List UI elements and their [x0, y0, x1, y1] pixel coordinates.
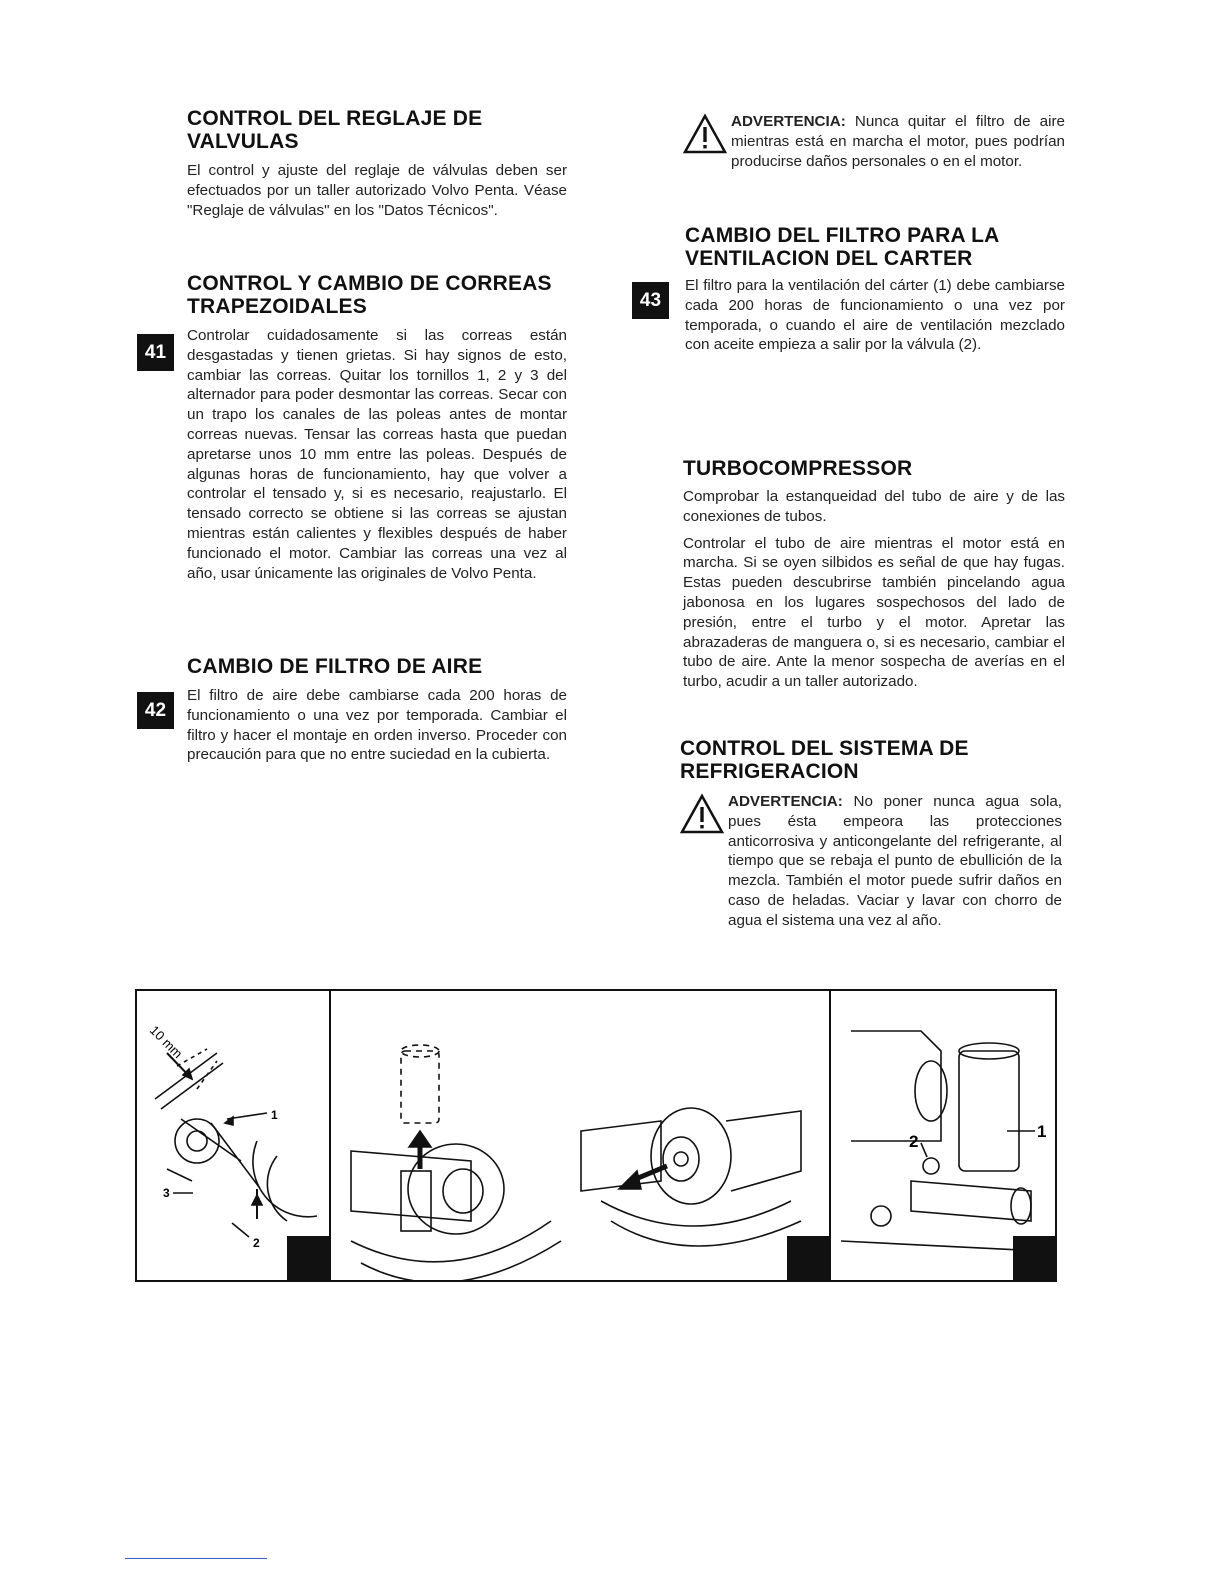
- figure-tab: [287, 1236, 329, 1280]
- section-title: CONTROL Y CAMBIO DE CORREAS TRAPEZOIDALES: [187, 272, 552, 318]
- section-title: CONTROL DEL SISTEMA DE REFRIGERACION: [680, 737, 969, 783]
- section-air-filter: [187, 655, 567, 765]
- figure-badge-43: 43: [632, 282, 669, 319]
- callout-2: 2: [909, 1132, 919, 1151]
- callout-1: 1: [1037, 1122, 1047, 1141]
- figure-tab: [1013, 1236, 1055, 1280]
- callout-3: 3: [163, 1186, 170, 1200]
- section-body: Controlar cuidadosamente si las correas están desgastadas y tienen grietas. Si hay signos de esto, cambiar las correas. Quitar los tornillos 1, 2 y 3 del alternador para poder desmontar las correas. Secar con un trapo los canales de las poleas antes de montar correas nuevas. Tensar las correas hasta que puedan apretarse unos 10 mm entre las poleas. Después de algunas horas de funcionamiento, hay que volver a controlar el tensado y, si es necesario, reajustarlo. El tensado correcto se obtiene si las correas se ajustan mientras están calientes y flexibles después de haber funcionado el motor. Cambiar las correas una vez al año, usar únicamente las originales de Volvo Penta.: [187, 327, 567, 582]
- section-title: CONTROL DEL REGLAJE DE VALVULAS: [187, 107, 483, 153]
- section-body-2: Controlar el tubo de aire mientras el motor está en marcha. Si se oyen silbidos es señal de que hay fugas. Estas pueden descubrirse también pincelando agua jabonosa en los lugares sospechosos del lado de presión, entre el turbo y el motor. Apretar las abrazaderas de manguera o, si es necesario, cambiar el tubo de aire. Ante la menor sospecha de averías en el turbo, acudir a un taller autorizado.: [683, 534, 1065, 691]
- callout-1: 1: [271, 1108, 278, 1122]
- section-body: El filtro para la ventilación del cárter (1) debe cambiarse cada 200 horas de funcionamiento o una vez por temporada, o cuando el aire de ventilación mezclado con aceite empieza a salir por la válvula (2).: [685, 277, 1065, 354]
- section-cooling: [680, 737, 1065, 783]
- section-crankcase-filter: [685, 224, 1065, 355]
- warning-air-filter: [683, 112, 1065, 171]
- figure-air-filter: [329, 991, 829, 1280]
- air-filter-diagram: [331, 991, 827, 1280]
- warning-coolant: [680, 792, 1065, 931]
- section-body: El filtro de aire debe cambiarse cada 200 horas de funcionamiento o una vez por temporada. Cambiar el filtro y hacer el montaje en orden inverso. Proceder con precaución para que no entre suciedad en la cubierta.: [187, 687, 567, 764]
- warning-text: No poner nunca agua sola, pues ésta empeora las protecciones anticorrosiva y anticongelante del refrigerante, al tiempo que se rebaja el punto de ebullición de la mezcla. También el motor puede sufrir daños en caso de heladas. Vaciar y lavar con chorro de agua el sistema una vez al año.: [728, 793, 1062, 929]
- figure-strip: [135, 989, 1057, 1282]
- warning-label: ADVERTENCIA:: [731, 113, 846, 130]
- section-turbo: [683, 457, 1065, 692]
- section-body: El control y ajuste del reglaje de válvulas deben ser efectuados por un taller autorizado Volvo Penta. Véase "Reglaje de válvulas" en los "Datos Técnicos".: [187, 162, 567, 219]
- warning-text: Nunca quitar el filtro de aire mientras está en marcha el motor, pues podrían producirse daños personales o en el motor.: [731, 113, 1065, 170]
- figure-tab: [787, 1236, 829, 1280]
- warning-triangle-icon: [680, 792, 724, 836]
- dimension-label: 10 mm: [146, 1022, 186, 1062]
- section-valve-control: [187, 107, 567, 220]
- warning-triangle-icon: [683, 112, 727, 156]
- figure-badge-41: 41: [137, 334, 174, 371]
- figure-crankcase-filter: [829, 991, 1055, 1280]
- section-v-belts: [187, 272, 567, 583]
- section-title: CAMBIO DEL FILTRO PARA LA VENTILACION DEL CARTER: [685, 224, 999, 270]
- figure-belt-tension: [137, 991, 329, 1280]
- footer-rule: [125, 1558, 267, 1559]
- callout-2: 2: [253, 1236, 260, 1250]
- section-body-1: Comprobar la estanqueidad del tubo de aire y de las conexiones de tubos.: [683, 488, 1065, 525]
- figure-badge-42: 42: [137, 692, 174, 729]
- warning-label: ADVERTENCIA:: [728, 793, 843, 810]
- section-title: TURBOCOMPRESSOR: [683, 457, 913, 480]
- section-title: CAMBIO DE FILTRO DE AIRE: [187, 655, 483, 678]
